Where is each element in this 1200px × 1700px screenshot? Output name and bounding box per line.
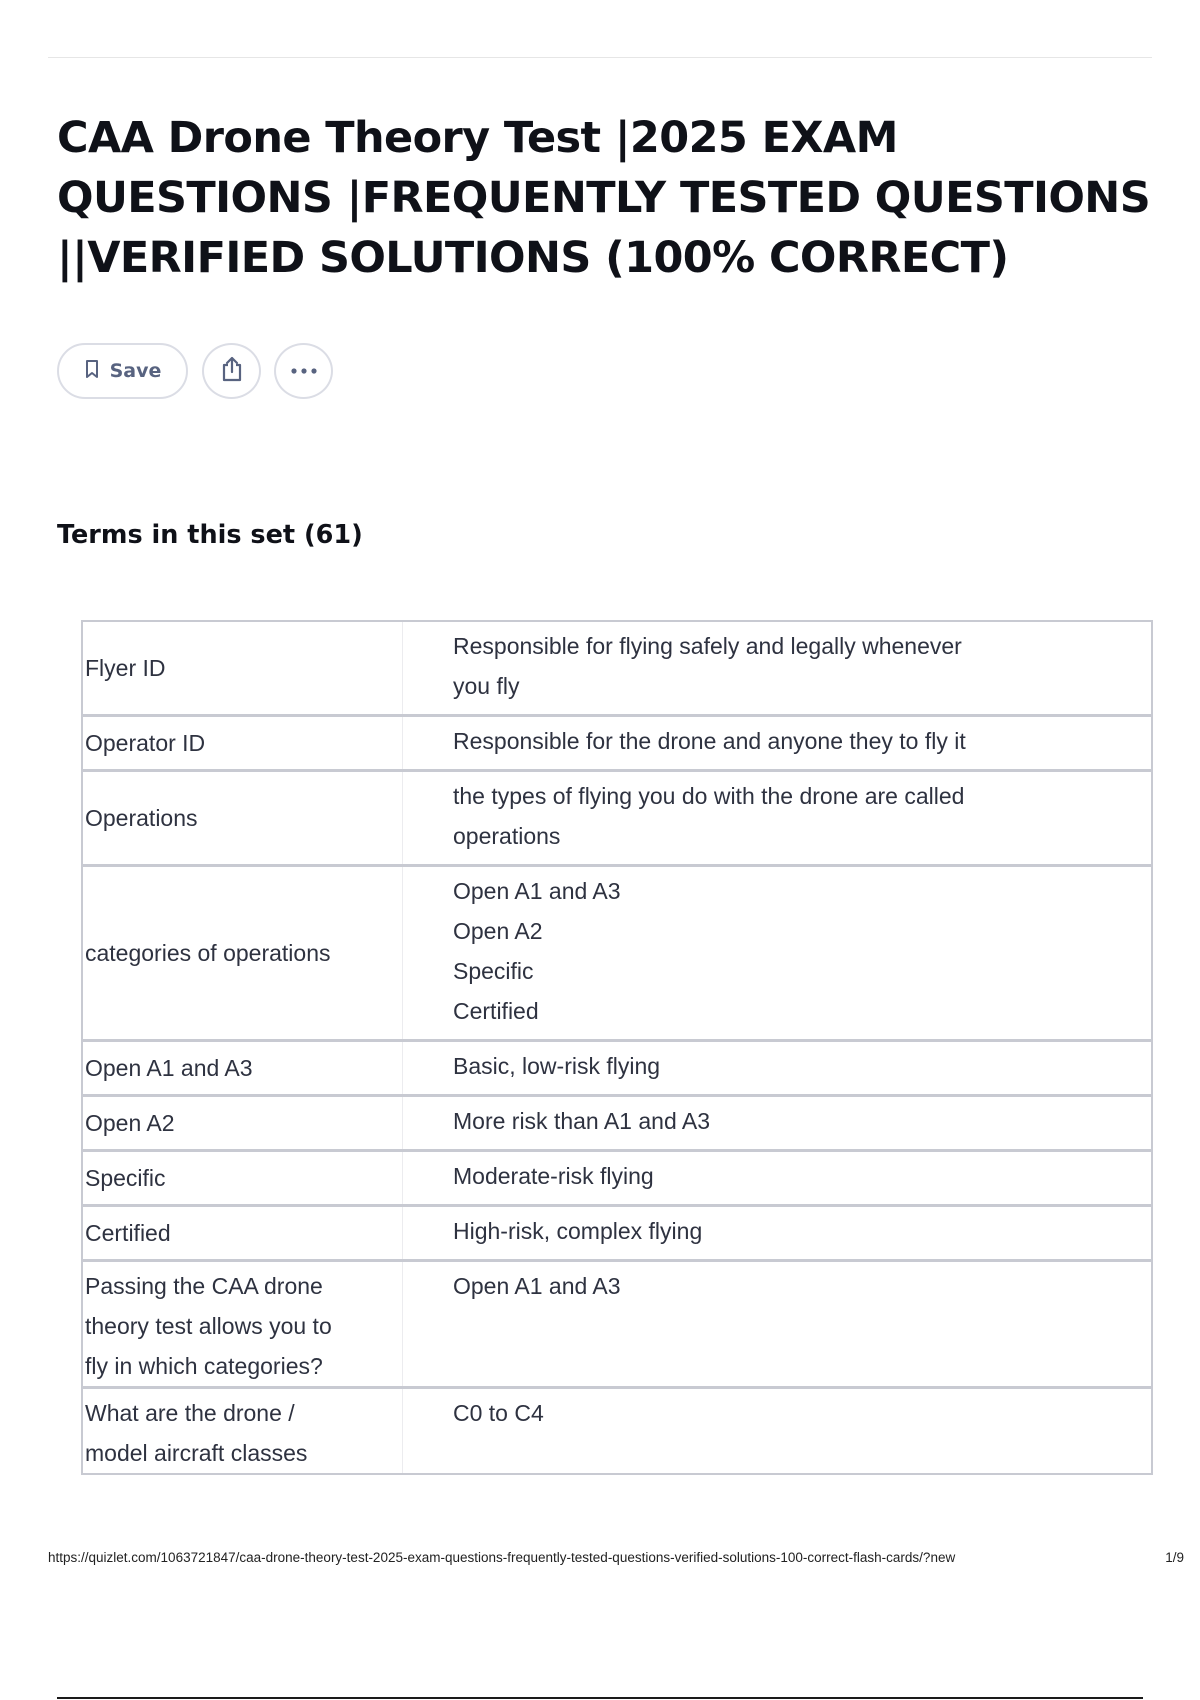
page-url: https://quizlet.com/1063721847/caa-drone-theory-test-2025-exam-questions-frequently-tested-questions-verified-solutions-100-correct-flash-cards/?new bbox=[48, 1550, 956, 1565]
term-row[interactable] bbox=[83, 769, 1151, 864]
term-row[interactable] bbox=[83, 864, 1151, 1039]
definition-text: Basic, low-risk flying bbox=[453, 1053, 661, 1079]
term-row[interactable] bbox=[83, 1039, 1151, 1094]
definition-text: Responsible for the drone and anyone they to fly it bbox=[453, 728, 966, 754]
definition-text: High-risk, complex flying bbox=[453, 1218, 703, 1244]
more-horizontal-icon bbox=[290, 362, 318, 380]
term-text: Specific bbox=[83, 1152, 403, 1204]
bookmark-icon bbox=[84, 359, 100, 384]
terms-table bbox=[81, 620, 1153, 1475]
term-row[interactable] bbox=[83, 1094, 1151, 1149]
page-title: CAA Drone Theory Test |2025 EXAM QUESTIONS |FREQUENTLY TESTED QUESTIONS ||VERIFIED SOLUTIONS (100% CORRECT) bbox=[57, 113, 1151, 283]
term-row[interactable] bbox=[83, 1204, 1151, 1259]
bottom-divider bbox=[57, 1697, 1143, 1699]
header-divider bbox=[48, 57, 1152, 58]
term-text: Open A2 bbox=[83, 1097, 403, 1149]
term-row[interactable] bbox=[83, 1386, 1151, 1473]
term-text: categories of operations bbox=[83, 867, 403, 1039]
term-text: Flyer ID bbox=[83, 622, 403, 714]
term-text: Operator ID bbox=[83, 717, 403, 769]
term-text: What are the drone / model aircraft classes bbox=[83, 1389, 403, 1473]
term-row[interactable] bbox=[83, 714, 1151, 769]
term-row[interactable] bbox=[83, 1149, 1151, 1204]
definition-text: Responsible for flying safely and legally whenever you fly bbox=[453, 633, 962, 699]
save-button[interactable] bbox=[57, 343, 188, 399]
term-row[interactable] bbox=[83, 1259, 1151, 1386]
definition-text: Moderate-risk flying bbox=[453, 1163, 654, 1189]
term-text: Certified bbox=[83, 1207, 403, 1259]
definition-text: the types of flying you do with the drone are called operations bbox=[453, 783, 965, 849]
term-row[interactable] bbox=[83, 622, 1151, 714]
definition-text: More risk than A1 and A3 bbox=[453, 1108, 710, 1134]
share-button[interactable] bbox=[202, 343, 261, 399]
definition-text: Open A1 and A3 Open A2 Specific Certified bbox=[453, 878, 621, 1024]
terms-heading: Terms in this set (61) bbox=[57, 520, 363, 550]
definition-text: C0 to C4 bbox=[453, 1400, 544, 1426]
term-text: Open A1 and A3 bbox=[83, 1042, 403, 1094]
more-options-button[interactable] bbox=[274, 343, 333, 399]
term-text: Operations bbox=[83, 772, 403, 864]
definition-text: Open A1 and A3 bbox=[453, 1273, 621, 1299]
term-text: Passing the CAA drone theory test allows you to fly in which categories? bbox=[83, 1262, 403, 1386]
page-indicator: 1/9 bbox=[1165, 1550, 1184, 1565]
share-icon bbox=[219, 355, 245, 388]
save-label: Save bbox=[109, 360, 162, 382]
